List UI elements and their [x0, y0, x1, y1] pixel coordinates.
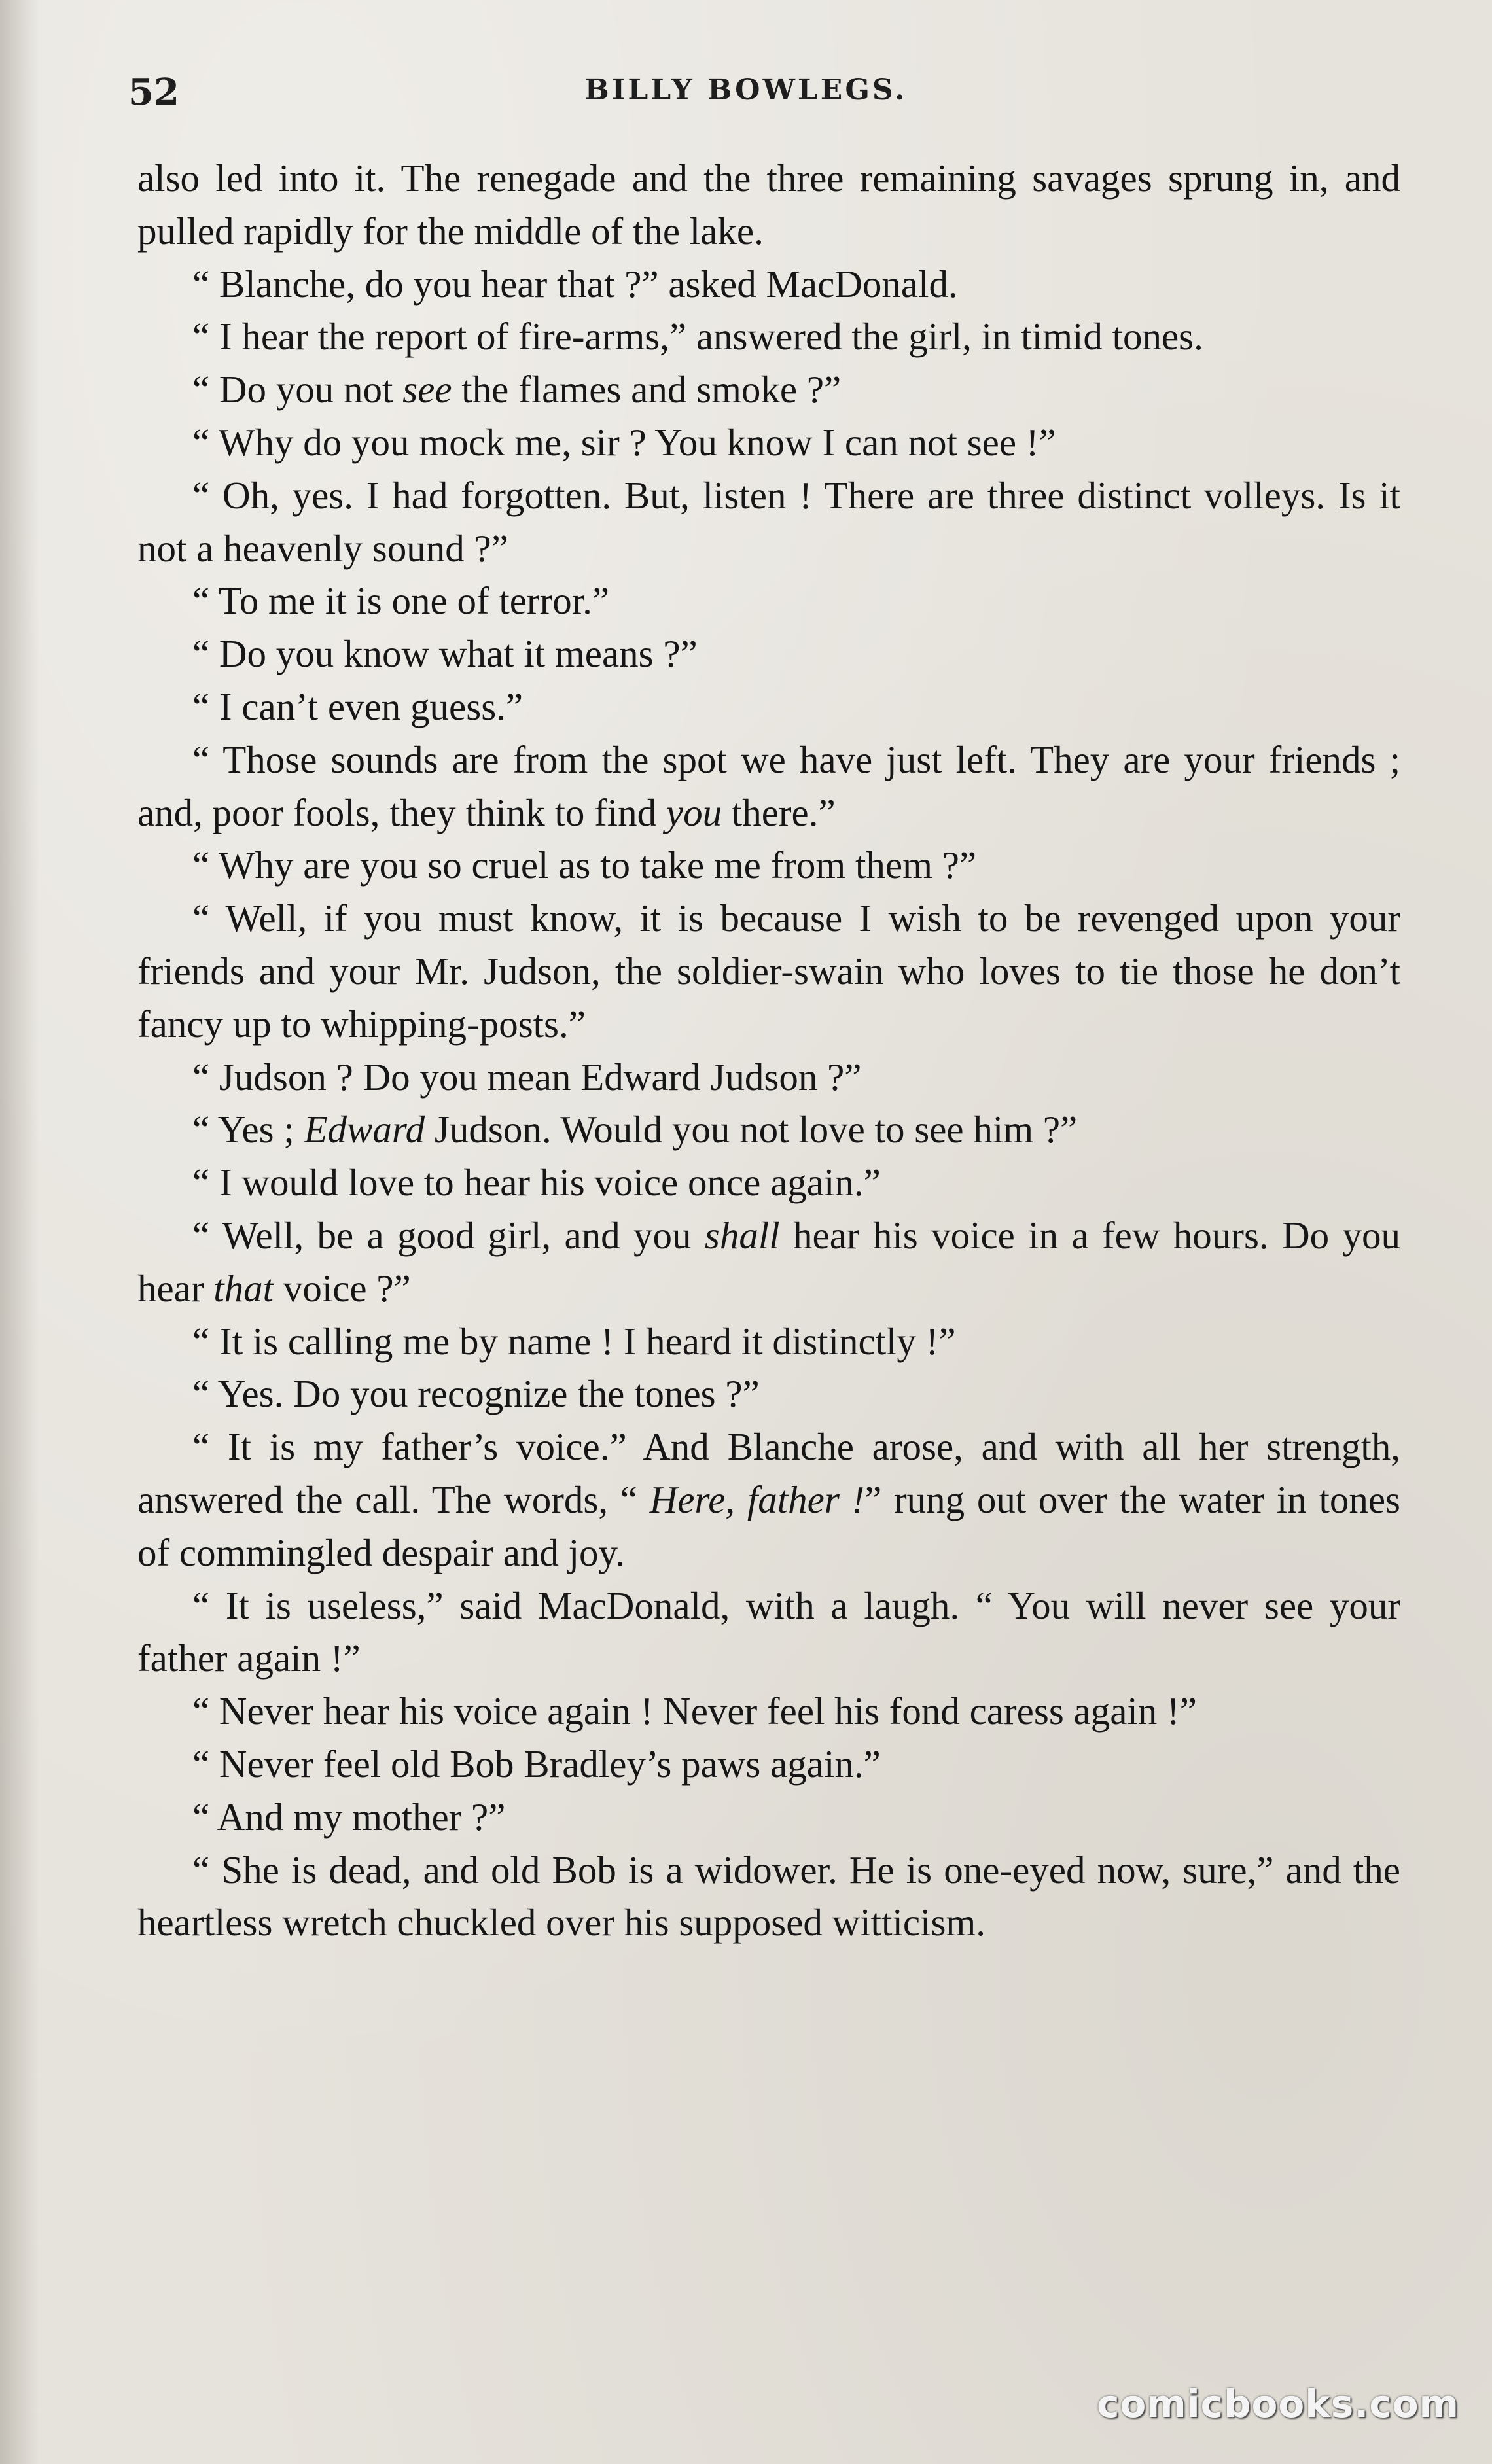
running-head: BILLY BOWLEGS. [584, 73, 908, 107]
text-run: “ Well, if you must know, it is because I wish to be revenged upon your friends and your Mr. Judson, the soldier-swain who loves to tie those he don’t fancy up to whipping-posts.” [137, 896, 1400, 1046]
text-run: “ It is calling me by name ! I heard it distinctly !” [192, 1319, 956, 1363]
text-run: “ Yes. Do you recognize the tones ?” [192, 1372, 760, 1416]
text-run: “ Why do you mock me, sir ? You know I can not see !” [192, 420, 1056, 464]
paragraph [137, 1579, 1400, 1685]
italic-text: see [402, 368, 452, 412]
paragraph [137, 1738, 1400, 1791]
text-run: hear his voice in a few hours. Do you hear [137, 1213, 1400, 1310]
italic-text: Here, father ! [649, 1477, 865, 1521]
paragraph [137, 680, 1400, 733]
watermark: comicbooks.com [1097, 2382, 1459, 2426]
paragraph [137, 469, 1400, 575]
text-run: “ Judson ? Do you mean Edward Judson ?” [192, 1055, 862, 1099]
text-run: “ Oh, yes. I had forgotten. But, listen ! There are three distinct volleys. Is it not a heavenly sound ?” [137, 473, 1400, 570]
text-run: “ I would love to hear his voice once again.” [192, 1161, 881, 1205]
paragraph [137, 310, 1400, 363]
text-run: “ Blanche, do you hear that ?” asked MacDonald. [192, 262, 958, 306]
paragraph [137, 1156, 1400, 1209]
paragraph [137, 1420, 1400, 1579]
text-run: “ Those sounds are from the spot we have just left. They are your friends ; and, poor fools, they think to find [137, 737, 1400, 834]
paragraph [137, 733, 1400, 839]
paragraph [137, 574, 1400, 627]
text-run: “ I hear the report of fire-arms,” answered the girl, in timid tones. [192, 315, 1203, 359]
text-run: voice ?” [274, 1266, 411, 1310]
text-run: “ To me it is one of terror.” [192, 579, 610, 623]
text-run: “ Yes ; [192, 1108, 304, 1152]
page-number: 52 [128, 71, 179, 114]
paragraph [137, 1367, 1400, 1420]
text-run: “ Never hear his voice again ! Never feel his fond caress again !” [192, 1689, 1197, 1733]
text-run: “ I can’t even guess.” [192, 684, 524, 728]
paragraph [137, 1051, 1400, 1104]
paragraph [137, 258, 1400, 311]
text-run: “ And my mother ?” [192, 1795, 506, 1839]
italic-text: you [666, 790, 722, 834]
text-run: also led into it. The renegade and the three remaining savages sprung in, and pulled rapidly for the middle of the lake. [137, 156, 1400, 253]
text-run: “ Well, be a good girl, and you [192, 1213, 705, 1257]
text-run: “ Do you know what it means ?” [192, 632, 698, 676]
text-run: “ She is dead, and old Bob is a widower. He is one-eyed now, sure,” and the heartless wretch chuckled over his supposed witticism. [137, 1848, 1400, 1945]
text-run: Judson. Would you not love to see him ?” [425, 1108, 1078, 1152]
paragraph [137, 892, 1400, 1050]
italic-text: shall [704, 1213, 780, 1257]
text-run: “ It is my father’s voice.” And Blanche arose, and with all her strength, answered the call. The words, “ [137, 1425, 1400, 1521]
body-text [137, 152, 1400, 1949]
paragraph [137, 152, 1400, 258]
text-run: there.” [722, 790, 836, 834]
binding-shadow [0, 0, 39, 2464]
text-run: “ Never feel old Bob Bradley’s paws again.” [192, 1742, 881, 1786]
text-run: “ It is useless,” said MacDonald, with a laugh. “ You will never see your father again !” [137, 1583, 1400, 1680]
paragraph [137, 416, 1400, 469]
paragraph [137, 1103, 1400, 1156]
paragraph [137, 1209, 1400, 1315]
paragraph [137, 363, 1400, 416]
paragraph [137, 627, 1400, 680]
text-run: “ Why are you so cruel as to take me from them ?” [192, 843, 977, 887]
paragraph [137, 1844, 1400, 1950]
text-run: ” rung out over the water in tones of commingled despair and joy. [137, 1477, 1400, 1574]
italic-text: that [213, 1266, 274, 1310]
paragraph [137, 1791, 1400, 1844]
paragraph [137, 839, 1400, 892]
paragraph [137, 1315, 1400, 1368]
paragraph [137, 1685, 1400, 1738]
italic-text: Edward [304, 1108, 425, 1152]
text-run: “ Do you not [192, 368, 403, 412]
text-run: the flames and smoke ?” [452, 368, 842, 412]
